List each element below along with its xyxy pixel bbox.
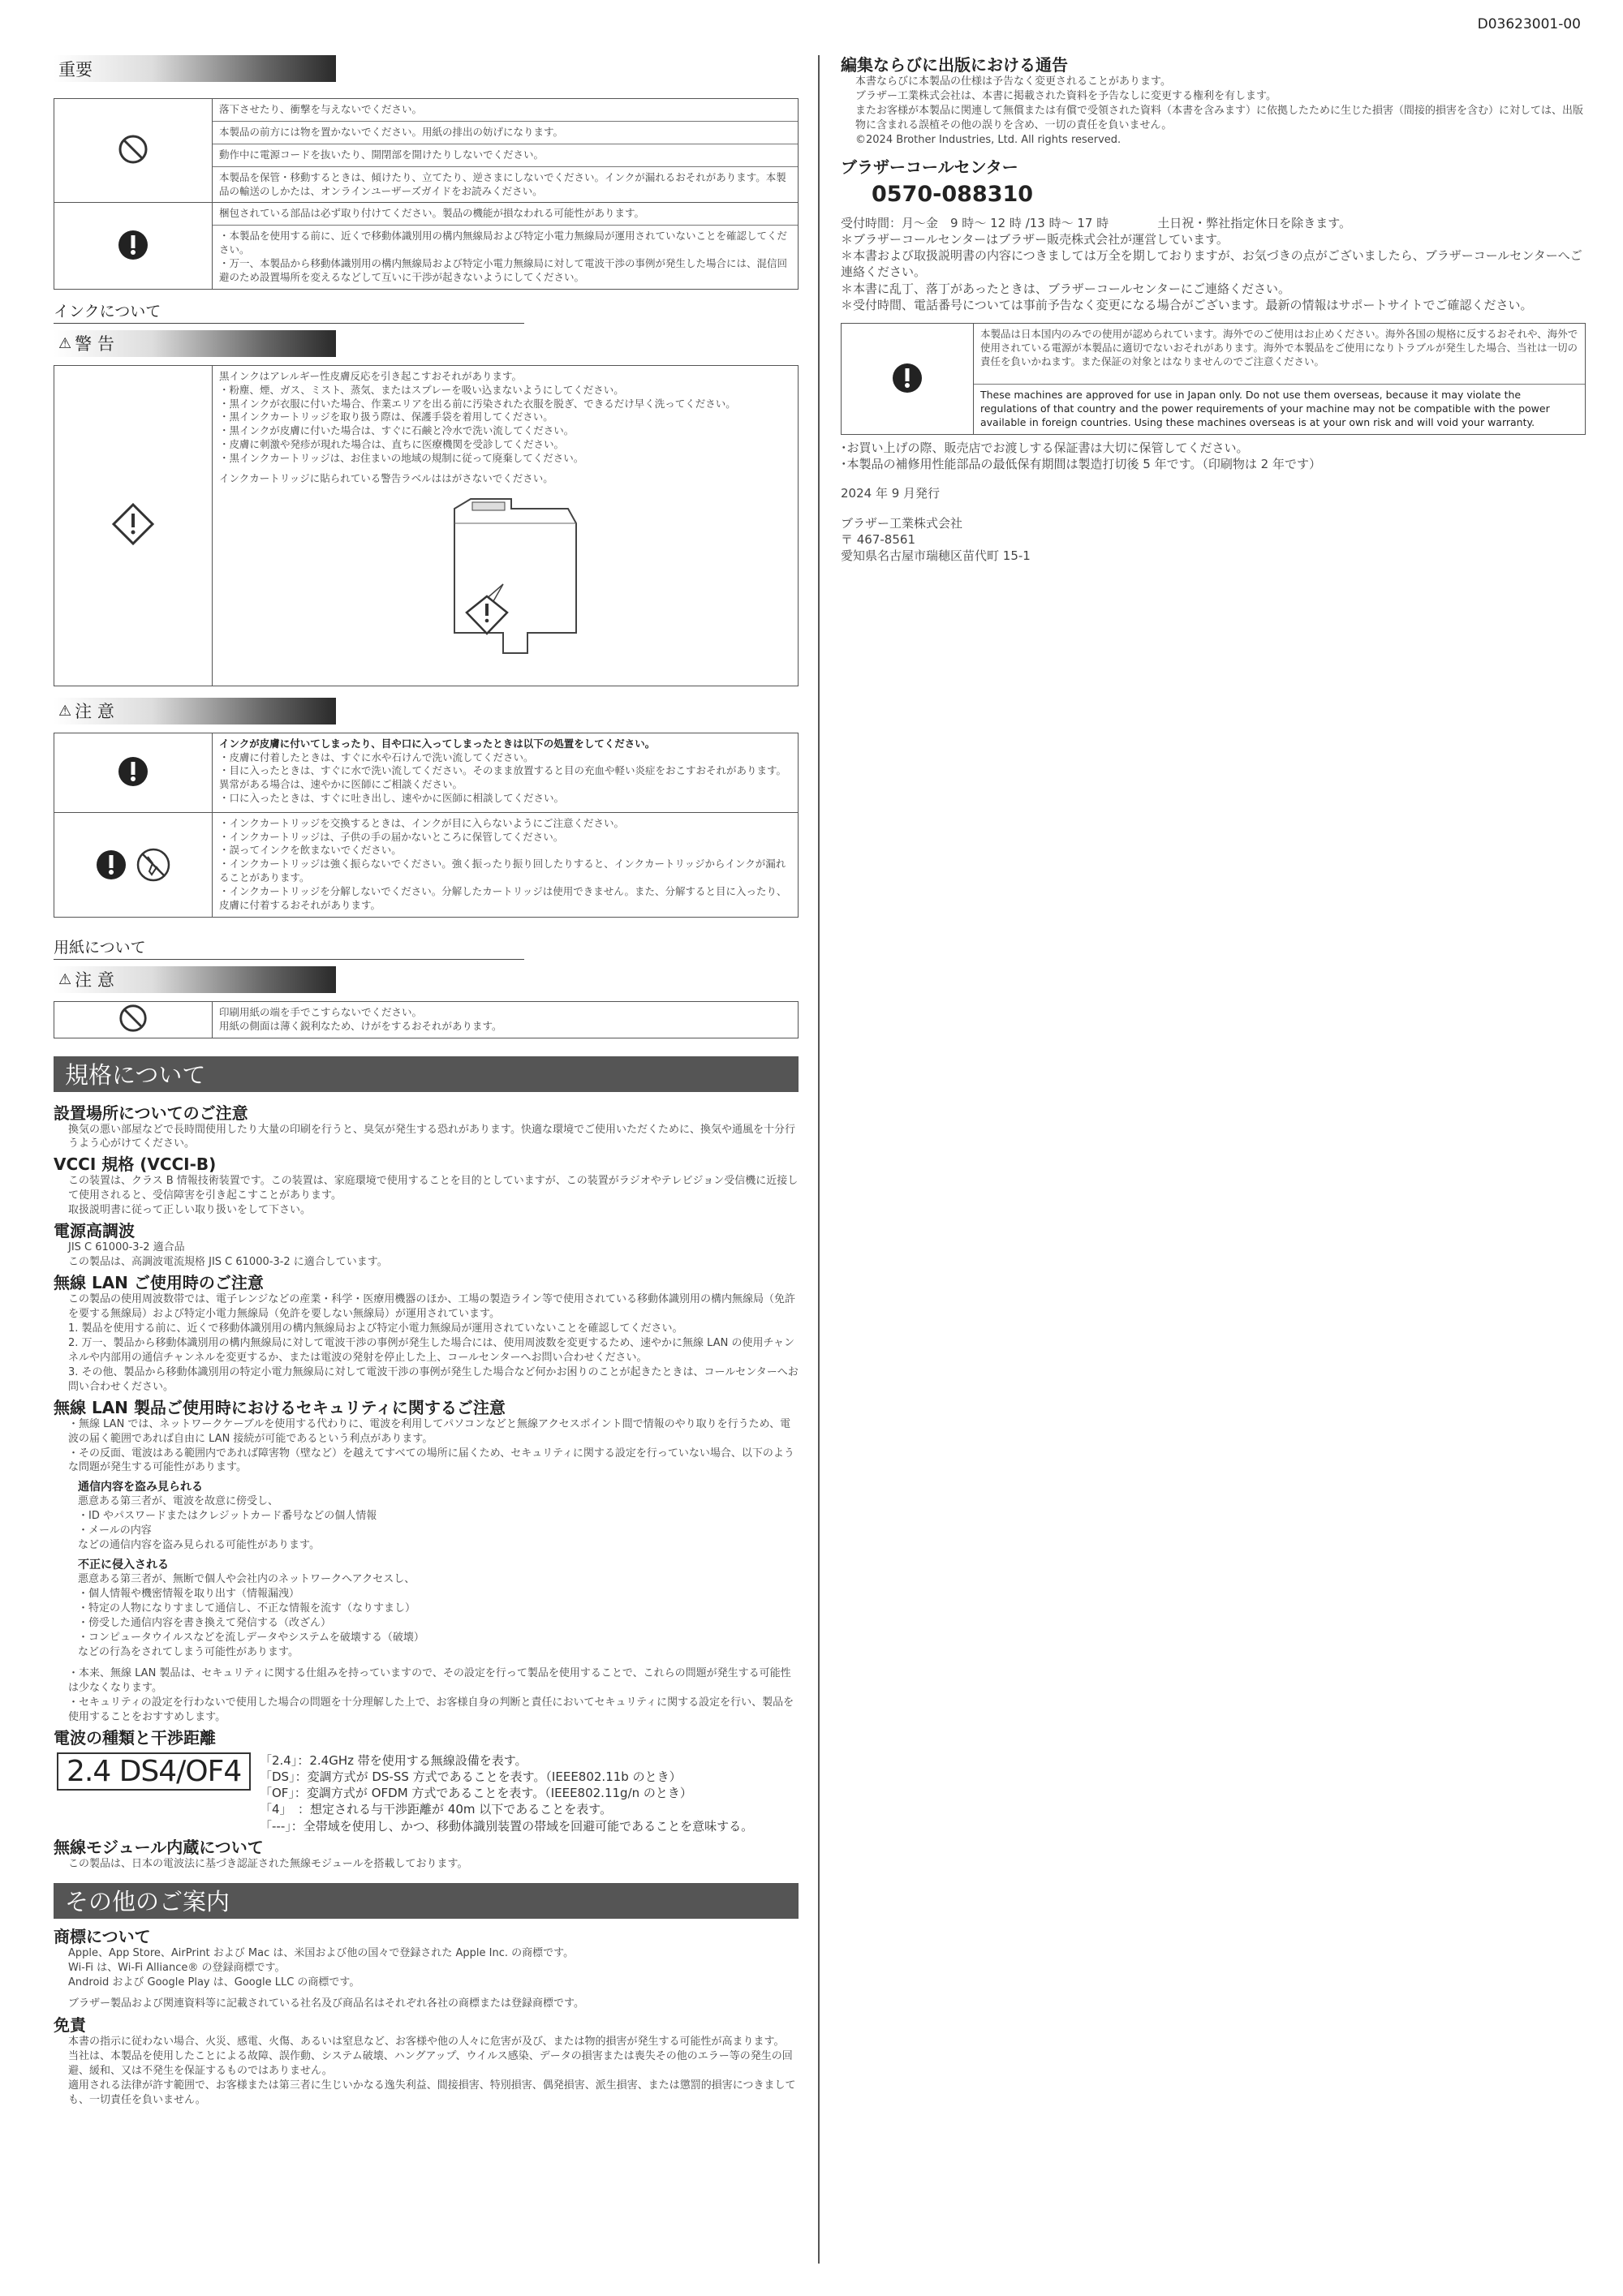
call-center-note: ＊受付時間、電話番号については事前予告なく変更になる場合がございます。最新の情報はサポートサイトでご確認ください。 [841, 297, 1533, 312]
caution-bullet: ・インクカートリッジを分解しないでください。分解したカートリッジは使用できません。また、分解すると目に入ったり、皮膚に付着するおそれがあります。 [219, 885, 787, 911]
edit-notice-heading: 編集ならびに出版における通告 [841, 55, 1068, 75]
important-item: ・本製品を使用する前に、近くで移動体識別用の構内無線局および特定小電力無線局が運用されていないことを確認してください。 [219, 230, 788, 256]
parts-note: ･本製品の補修用性能部品の最低保有期間は製造打切後 5 年です。（印刷物は 2 年です） [841, 457, 1321, 472]
call-center-note: ＊本書に乱丁、落丁があったときは、ブラザーコールセンターにご連絡ください。 [841, 281, 1290, 296]
warning-bullet: ・粉塵、煙、ガス、ミスト、蒸気、またはスプレーを吸い込まないようにしてください。 [219, 383, 624, 396]
mandatory-no-disassembly-icon-cell [54, 812, 213, 917]
intrusion-line: ・コンピュータウイルスなどを流しデータやシステムを破壊する（破壊） [78, 1631, 424, 1644]
trademark-line: Apple、App Store、AirPrint および Mac は、米国および他の国々で登録された Apple Inc. の商標です。 [68, 1946, 575, 1959]
copyright: ©2024 Brother Industries, Ltd. All rights reserved. [855, 133, 1121, 146]
warning-triangle-icon: ⚠ [58, 334, 72, 352]
label-note: インクカートリッジに貼られている警告ラベルははがさないでください。 [219, 471, 553, 484]
no-disassembly-icon [136, 847, 171, 883]
mandatory-icon [95, 849, 127, 881]
important-item: 落下させたり、衝撃を与えないでください。 [219, 103, 423, 115]
warning-label: 警 告 [75, 334, 114, 355]
vcci-text: この装置は、クラス B 情報技術装置です。この装置は、家庭環境で使用することを目的としていますが、この装置がラジオやテレビジョン受信機に近接して使用されると、受信障害を引き起こすことがあります。 [68, 1175, 799, 1202]
paper-caution-table [54, 1001, 799, 1038]
radio-type-line: 「OF」：変調方式が OFDM 方式であることを表す。（IEEE802.11g/n のとき） [260, 1786, 692, 1800]
call-center-note: ＊本書および取扱説明書の内容につきましては万全を期しておりますが、お気づきの点がございましたら、ブラザーコールセンターへご連絡ください。 [841, 248, 1582, 280]
overseas-jp: 本製品は日本国内のみでの使用が認められています。海外でのご使用はお止めください。海外各国の規格に反するおそれや、海外で使用されている電源が本製品に適切でないおそれがあります。海外で本製品をご使用になりトラブルが発生した場合、当社は一切の責任を負いかねます。また保証の対象とはなりませんのでご注意ください。 [980, 328, 1578, 368]
intrusion-line: 悪意ある第三者が、無断で個人や会社内のネットワークへアクセスし、 [78, 1573, 415, 1586]
important-item: ・万一、本製品から移動体識別用の構内無線局および特定小電力無線局に対して電波干渉の事例が発生した場合には、混信回避のため設置場所を変えるなどして互いに干渉が起きないようにしてください。 [219, 257, 788, 283]
mandatory-icon [891, 362, 923, 394]
overseas-en: These machines are approved for use in Japan only. Do not use them overseas, because it may violate the regulations of that country and the power requirements of your machine may not be compatible with the power available in foreign countries. Using these machines overseas is at your own risk and will void your warranty. [974, 384, 1585, 434]
radio-type-line: 「---」：全帯域を使用し、かつ、移動体識別装置の帯域を回避可能であることを意味する。 [260, 1818, 754, 1834]
intrusion-heading: 不正に侵入される [78, 1559, 169, 1572]
other-band: その他のご案内 [54, 1883, 799, 1919]
eavesdrop-line: 悪意ある第三者が、電波を故意に傍受し、 [78, 1495, 279, 1508]
radio-type-line: 「DS」：変調方式が DS-SS 方式であることを表す。（IEEE802.11b のとき） [260, 1769, 682, 1784]
company-name: ブラザー工業株式会社 [841, 515, 963, 531]
prohibited-icon [118, 1003, 149, 1034]
hazard-diamond-icon [111, 502, 155, 546]
intrusion-line: ・個人情報や機密情報を取り出す（情報漏洩） [78, 1588, 300, 1601]
disclaimer-line: 適用される法律が許す範囲で、お客様または第三者に生じいかなる逸失利益、間接損害、特別損害、偶発損害、派生損害、または懲罰的損害につきましても、一切責任を負いません。 [68, 2079, 796, 2107]
call-center-phone: 0570-088310 [872, 181, 1034, 207]
ink-caution-table [54, 733, 799, 918]
eavesdrop-line: などの通信内容を盗み見られる可能性があります。 [78, 1539, 320, 1552]
radio-type-line: 「4」 ：想定される与干渉距離が 40m 以下であることを表す。 [260, 1802, 613, 1817]
important-item: 動作中に電源コードを抜いたり、開閉部を開けたりしないでください。 [213, 144, 798, 166]
eavesdrop-heading: 通信内容を盗み見られる [78, 1481, 203, 1494]
security-note: ・本来、無線 LAN 製品は、セキュリティに関する仕組みを持っていますので、その設定を行って製品を使用することで、これらの問題が発生する可能性は少なくなります。 [68, 1666, 791, 1694]
right-column [841, 55, 1586, 564]
important-item: 本製品を保管・移動するときは、傾けたり、立てたり、逆さまにしないでください。インクが漏れるおそれがあります。本製品の輸送のしかたは、オンラインユーザーズガイドをお読みください。 [213, 166, 798, 203]
security-heading: 無線 LAN 製品ご使用時におけるセキュリティに関するご注意 [54, 1397, 506, 1417]
caution-heading-text: インクが皮膚に付いてしまったり、目や口に入ってしまったときは以下の処置をしてください。 [219, 737, 656, 750]
eavesdrop-line: ・ID やパスワードまたはクレジットカード番号などの個人情報 [78, 1510, 377, 1523]
install-heading: 設置場所についてのご注意 [54, 1103, 248, 1123]
caution-label: 注 意 [75, 702, 114, 722]
disclaimer-line: 本書の指示に従わない場合、火災、感電、火傷、あるいは窒息など、お客様や他の人々に危害が及び、または物的損害が発生する可能性が高まります。 [68, 2036, 785, 2049]
caution-triangle-icon: ⚠ [58, 970, 72, 988]
prohibited-icon-cell [54, 1001, 213, 1038]
harmonics-text: JIS C 61000-3-2 適合品 [68, 1241, 185, 1254]
disclaimer-heading: 免責 [54, 2015, 86, 2036]
caution-bullet: ・インクカートリッジは、子供の手の届かないところに保管してください。 [219, 830, 564, 843]
radio-type-heading: 電波の種類と干渉距離 [54, 1727, 216, 1748]
paper-item: 印刷用紙の端を手でこすらないでください。 [219, 1005, 423, 1018]
call-center-heading: ブラザーコールセンター [841, 157, 1018, 177]
warning-bullet: ・皮膚に刺激や発疹が現れた場合は、直ちに医療機関を受診してください。 [219, 438, 565, 451]
trademark-heading: 商標について [54, 1926, 151, 1946]
wlan-text: この製品の使用周波数帯では、電子レンジなどの産業・科学・医療用機器のほか、工場の製造ライン等で使用されている移動体識別用の構内無線局（免許を要する無線局）および特定小電力無線局（免許を要しない無線局）が運用されています。 [68, 1293, 795, 1320]
module-heading: 無線モジュール内蔵について [54, 1837, 264, 1857]
warning-text: 黒インクはアレルギー性皮膚反応を引き起こすおそれがあります。 [219, 369, 522, 382]
overseas-use-table [841, 323, 1586, 435]
wlan-heading: 無線 LAN ご使用時のご注意 [54, 1273, 264, 1293]
ink-warning-table [54, 365, 799, 686]
security-bullet: ・無線 LAN では、ネットワークケーブルを使用する代わりに、電波を利用してパソコンなどと無線アクセスポイント間で情報のやり取りを行うため、電波の届く範囲であれば自由に LAN 接続が可能であるという利点があります。 [68, 1417, 791, 1445]
caution-bullet: ・インクカートリッジは強く振らないでください。強く振ったり振り回したりすると、インクカートリッジからインクが漏れることがあります。 [219, 858, 786, 884]
ink-heading: インクについて [54, 299, 524, 324]
paper-caution-heading [54, 966, 336, 993]
postal-code: 〒 467-8561 [841, 531, 915, 547]
hazard-icon-cell [54, 365, 213, 686]
issue-date: 2024 年 9 月発行 [841, 486, 941, 501]
ink-caution-heading [54, 698, 336, 724]
warranty-note: ･お買い上げの際、販売店でお渡しする保証書は大切に保管してください。 [841, 440, 1249, 455]
caution-bullet: ・目に入ったときは、すぐに水で洗い流してください。そのまま放置すると目の充血や軽い炎症をおこすおそれがあります。異常がある場合は、速やかに医師にご相談ください。 [219, 764, 787, 791]
install-text: 換気の悪い部屋などで長時間使用したり大量の印刷を行うと、臭気が発生する恐れがあります。快適な環境でご使用いただくために、換気や通風を十分行うよう心がけてください。 [68, 1123, 795, 1150]
edit-notice-line: ブラザー工業株式会社は、本書に掲載された資料を予告なしに変更する権利を有します。 [855, 89, 1276, 102]
security-note: ・セキュリティの設定を行わないで使用した場合の問題を十分理解した上で、お客様自身の判断と責任においてセキュリティに関する設定を行い、製品を使用することをおすすめします。 [68, 1696, 794, 1723]
edit-notice-line: 本書ならびに本製品の仕様は予告なく変更されることがあります。 [855, 75, 1171, 88]
important-item: 本製品の前方には物を置かないでください。用紙の排出の妨げになります。 [213, 121, 798, 144]
warning-bullet: ・黒インクが皮膚に付いた場合は、すぐに石鹸と冷水で洗い流してください。 [219, 424, 575, 437]
ink-cartridge-illustration [422, 491, 633, 677]
harmonics-heading: 電源高調波 [54, 1221, 135, 1241]
trademark-note: ブラザー製品および関連資料等に記載されている社名及び商品名はそれぞれ各社の商標または登録商標です。 [68, 1997, 584, 2010]
harmonics-text-2: この製品は、高調波電流規格 JIS C 61000-3-2 に適合しています。 [68, 1256, 388, 1269]
wlan-item: 2. 万一、製品から移動体識別用の構内無線局に対して電波干渉の事例が発生した場合には、使用周波数を変更するため、速やかに無線 LAN の使用チャンネルや内部用の通信チャンネルを変更するか、または電波の発射を停止した上、コールセンターへお問い合わせください。 [68, 1336, 795, 1364]
caution-label: 注 意 [75, 970, 114, 991]
module-text: この製品は、日本の電波法に基づき認証された無線モジュールを搭載しております。 [68, 1857, 468, 1870]
radio-type-badge: 2.4 DS4/OF4 [57, 1752, 251, 1791]
edit-notice-line: またお客様が本製品に関連して無償または有償で受領された資料（本書を含みます）に依拠したために生じた損害（間接的損害を含む）に対しては、出版物に含まれる誤植その他の誤りを含め、一切の責任を負いません。 [855, 104, 1584, 131]
caution-bullet: ・誤ってインクを飲まないでください。 [219, 844, 402, 857]
radio-type-line: 「2.4」：2.4GHz 帯を使用する無線設備を表す。 [260, 1752, 527, 1768]
important-item: 梱包されている部品は必ず取り付けてください。製品の機能が損なわれる可能性があります。 [219, 207, 645, 220]
mandatory-icon-cell [842, 324, 974, 435]
company-address: 愛知県名古屋市瑞穂区苗代町 15-1 [841, 548, 1031, 564]
caution-triangle-icon: ⚠ [58, 702, 72, 720]
vcci-text-2: 取扱説明書に従って正しい取り扱いをして下さい。 [68, 1204, 312, 1217]
left-column [54, 55, 799, 2108]
trademark-line: Wi-Fi は、Wi-Fi Alliance® の登録商標です。 [68, 1961, 286, 1974]
caution-bullet: ・口に入ったときは、すぐに吐き出し、速やかに医師に相談してください。 [219, 792, 565, 805]
vcci-heading: VCCI 規格 (VCCI-B) [54, 1154, 217, 1175]
trademark-line: Android および Google Play は、Google LLC の商標です。 [68, 1976, 360, 1989]
disclaimer-line: 当社は、本製品を使用したことによる故障、誤作動、システム破壊、ハングアップ、ウイルス感染、データの損害または喪失その他のエラー等の発生の回避、緩和、又は不発生を保証するものではありません。 [68, 2050, 793, 2078]
wlan-item: 1. 製品を使用する前に、近くで移動体識別用の構内無線局および特定小電力無線局が運用されていないことを確認してください。 [68, 1322, 683, 1335]
call-center-note: ＊ブラザーコールセンターはブラザー販売株式会社が運営しています。 [841, 231, 1229, 247]
mandatory-icon-cell [54, 733, 213, 812]
security-bullet: ・その反面、電波はある範囲内であれば障害物（壁など）を越えてすべての場所に届くため、セキュリティに関する設定を行っていない場合、以下のような問題が発生する可能性があります。 [68, 1447, 794, 1474]
eavesdrop-line: ・メールの内容 [78, 1524, 152, 1537]
prohibited-icon [117, 133, 149, 166]
mandatory-icon [117, 755, 149, 788]
call-center-hours: 受付時間：月～金 9 時～ 12 時 /13 時～ 17 時 土日祝・弊社指定休日を除きます。 [841, 215, 1352, 230]
warning-bullet: ・黒インクが衣服に付いた場合、作業エリアを出る前に汚染された衣服を脱ぎ、できるだけ早く洗ってください。 [219, 397, 736, 410]
important-heading: 重要 [54, 55, 336, 82]
caution-bullet: ・インクカートリッジを交換するときは、インクが目に入らないようにご注意ください。 [219, 816, 625, 829]
prohibited-icon-cell [54, 99, 213, 203]
paper-item: 用紙の側面は薄く鋭利なため、けがをするおそれがあります。 [219, 1019, 502, 1032]
document-id: D03623001-00 [1477, 16, 1581, 32]
mandatory-icon [117, 229, 149, 261]
important-table [54, 98, 799, 290]
paper-heading: 用紙について [54, 935, 524, 960]
caution-bullet: ・皮膚に付着したときは、すぐに水や石けんで洗い流してください。 [219, 750, 534, 763]
warning-bullet: ・黒インクカートリッジは、お住まいの地域の規制に従って廃棄してください。 [219, 452, 584, 464]
spec-band: 規格について [54, 1056, 799, 1092]
mandatory-icon-cell [54, 203, 213, 289]
intrusion-line: ・傍受した通信内容を書き換えて発信する（改ざん） [78, 1616, 332, 1629]
column-divider [818, 55, 820, 2264]
wlan-item: 3. その他、製品から移動体識別用の特定小電力無線局に対して電波干渉の事例が発生した場合など何かお困りのことが起きたときは、コールセンターへお問い合わせください。 [68, 1365, 799, 1393]
ink-warning-heading [54, 330, 336, 357]
warning-bullet: ・黒インクカートリッジを取り扱う際は、保護手袋を着用してください。 [219, 411, 553, 424]
intrusion-line: ・特定の人物になりすまして通信し、不正な情報を流す（なりすまし） [78, 1602, 416, 1615]
intrusion-line: などの行為をされてしまう可能性があります。 [78, 1645, 299, 1658]
